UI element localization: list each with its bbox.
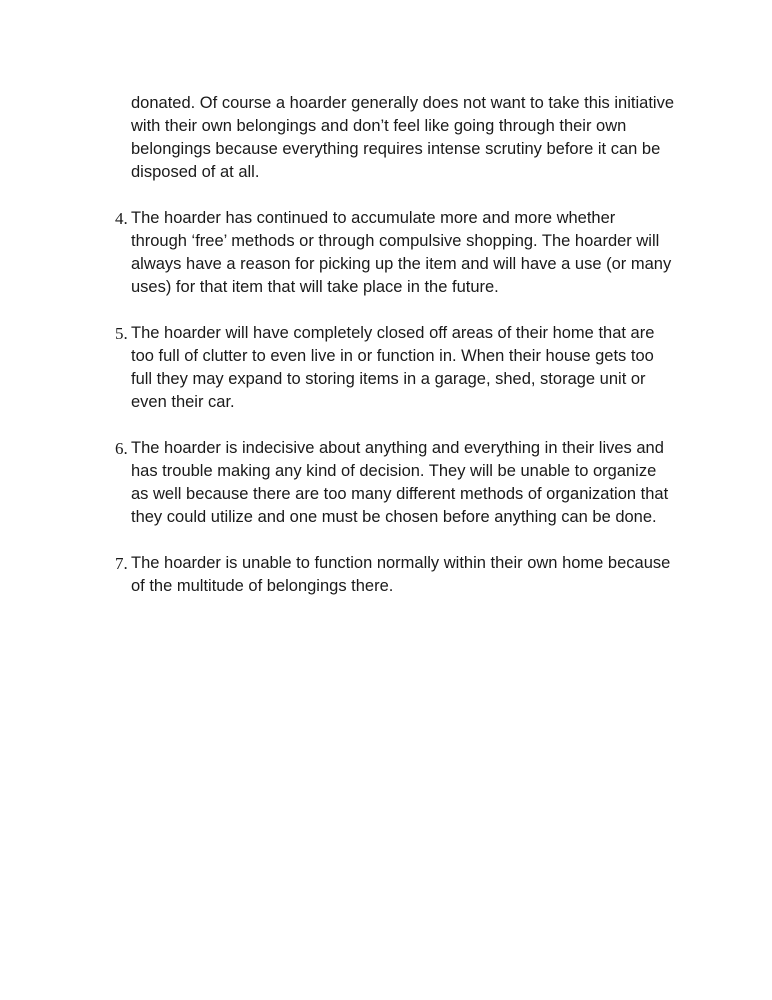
document-body [115,92,675,621]
list-item [115,552,675,598]
list-item-text: The hoarder will have completely closed off areas of their home that are too full of clutter to even live in or function in. When their house gets too full they may expand to storing items in a garage, shed, storage unit or even their car. [131,324,655,411]
list-item-number: 4. [115,209,128,228]
list-item-number: 6. [115,439,128,458]
list-item [115,322,675,414]
list-item-number: 7. [115,554,128,573]
list-item-number: 5. [115,324,128,343]
list-item [115,437,675,529]
list-item-text: The hoarder is unable to function normally within their own home because of the multitude of belongings there. [131,554,671,595]
list-item [115,207,675,299]
list-item-text: The hoarder has continued to accumulate more and more whether through ‘free’ methods or through compulsive shopping. The hoarder will always have a reason for picking up the item and will have a use (or many uses) for that item that will take place in the future. [131,209,672,296]
continuation-paragraph: donated. Of course a hoarder generally does not want to take this initiative with their own belongings and don’t feel like going through their own belongings because everything requires intense scrutiny before it can be disposed of at all. [131,94,674,181]
list-item-text: The hoarder is indecisive about anything and everything in their lives and has trouble making any kind of decision. They will be unable to organize as well because there are too many different methods of organization that they could utilize and one must be chosen before anything can be done. [131,439,669,526]
